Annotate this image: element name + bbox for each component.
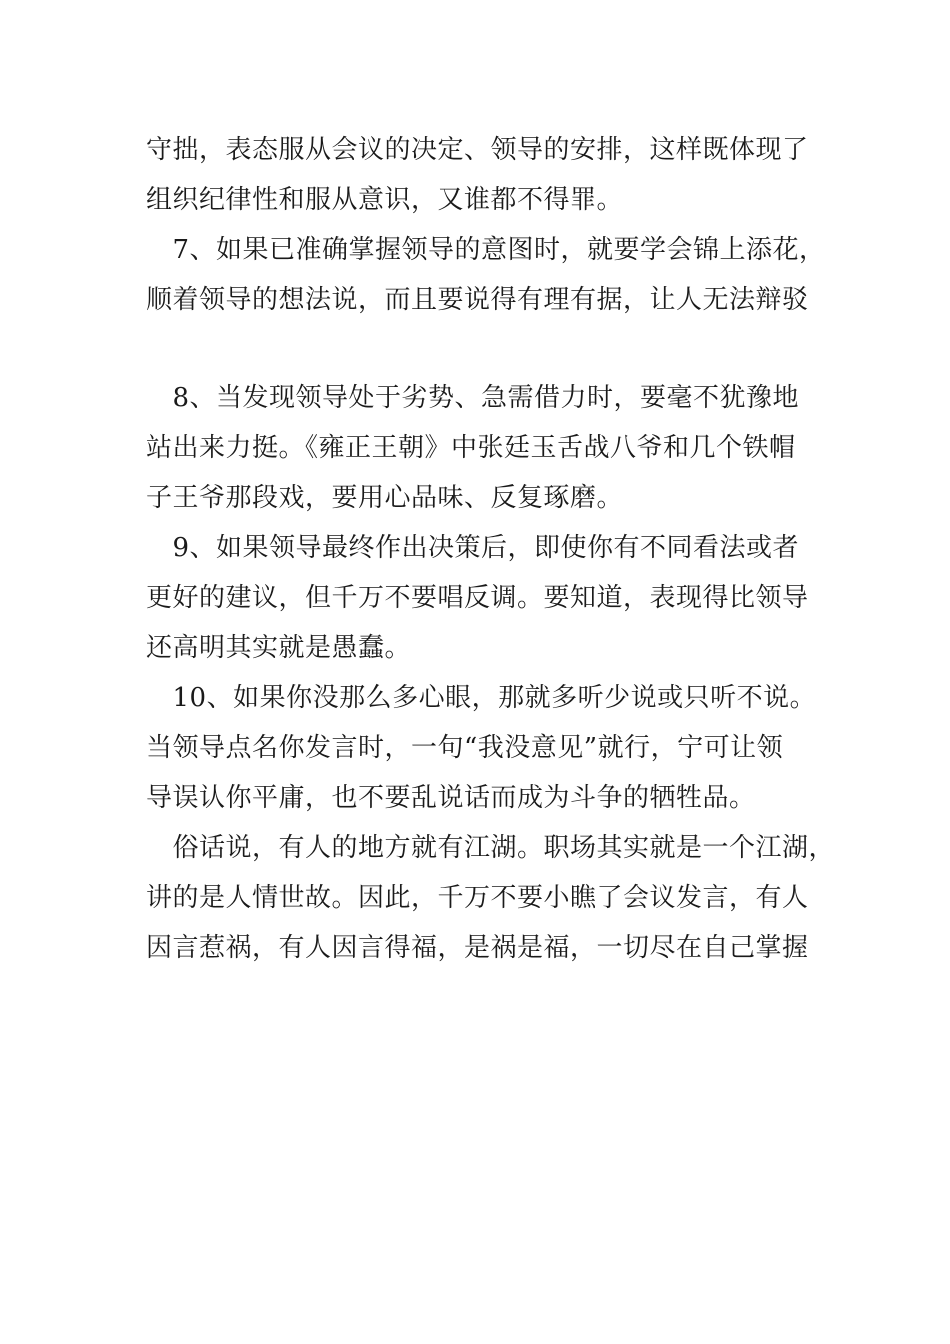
text-line: 守拙，表态服从会议的决定、领导的安排，这样既体现了 <box>146 135 809 165</box>
text-line: 当领导点名你发言时，一句“我没意见”就行，宁可让领 <box>146 733 784 763</box>
text-line: 9、如果领导最终作出决策后，即使你有不同看法或者 <box>146 533 800 563</box>
text-line: 讲的是人情世故。因此，千万不要小瞧了会议发言，有人 <box>146 883 809 913</box>
text-line: 8、当发现领导处于劣势、急需借力时，要毫不犹豫地 <box>146 383 800 413</box>
text-line: 顺着领导的想法说，而且要说得有理有据，让人无法辩驳 <box>146 285 809 315</box>
text-line: 组织纪律性和服从意识，又谁都不得罪。 <box>146 185 624 215</box>
text-line: 7、如果已准确掌握领导的意图时，就要学会锦上添花， <box>146 235 826 265</box>
text-line: 子王爷那段戏，要用心品味、反复琢磨。 <box>146 483 624 513</box>
text-line: 俗话说，有人的地方就有江湖。职场其实就是一个江湖， <box>146 833 836 863</box>
text-line: 更好的建议，但千万不要唱反调。要知道，表现得比领导 <box>146 583 809 613</box>
text-line: 站出来力挺。《雍正王朝》中张廷玉舌战八爷和几个铁帽 <box>146 433 796 463</box>
text-line: 导误认你平庸，也不要乱说话而成为斗争的牺牲品。 <box>146 783 756 813</box>
text-line: 因言惹祸，有人因言得福，是祸是福，一切尽在自己掌握 <box>146 933 809 963</box>
text-line: 10、如果你没那么多心眼，那就多听少说或只听不说。 <box>146 683 817 713</box>
text-line: 还高明其实就是愚蠢。 <box>146 633 412 663</box>
